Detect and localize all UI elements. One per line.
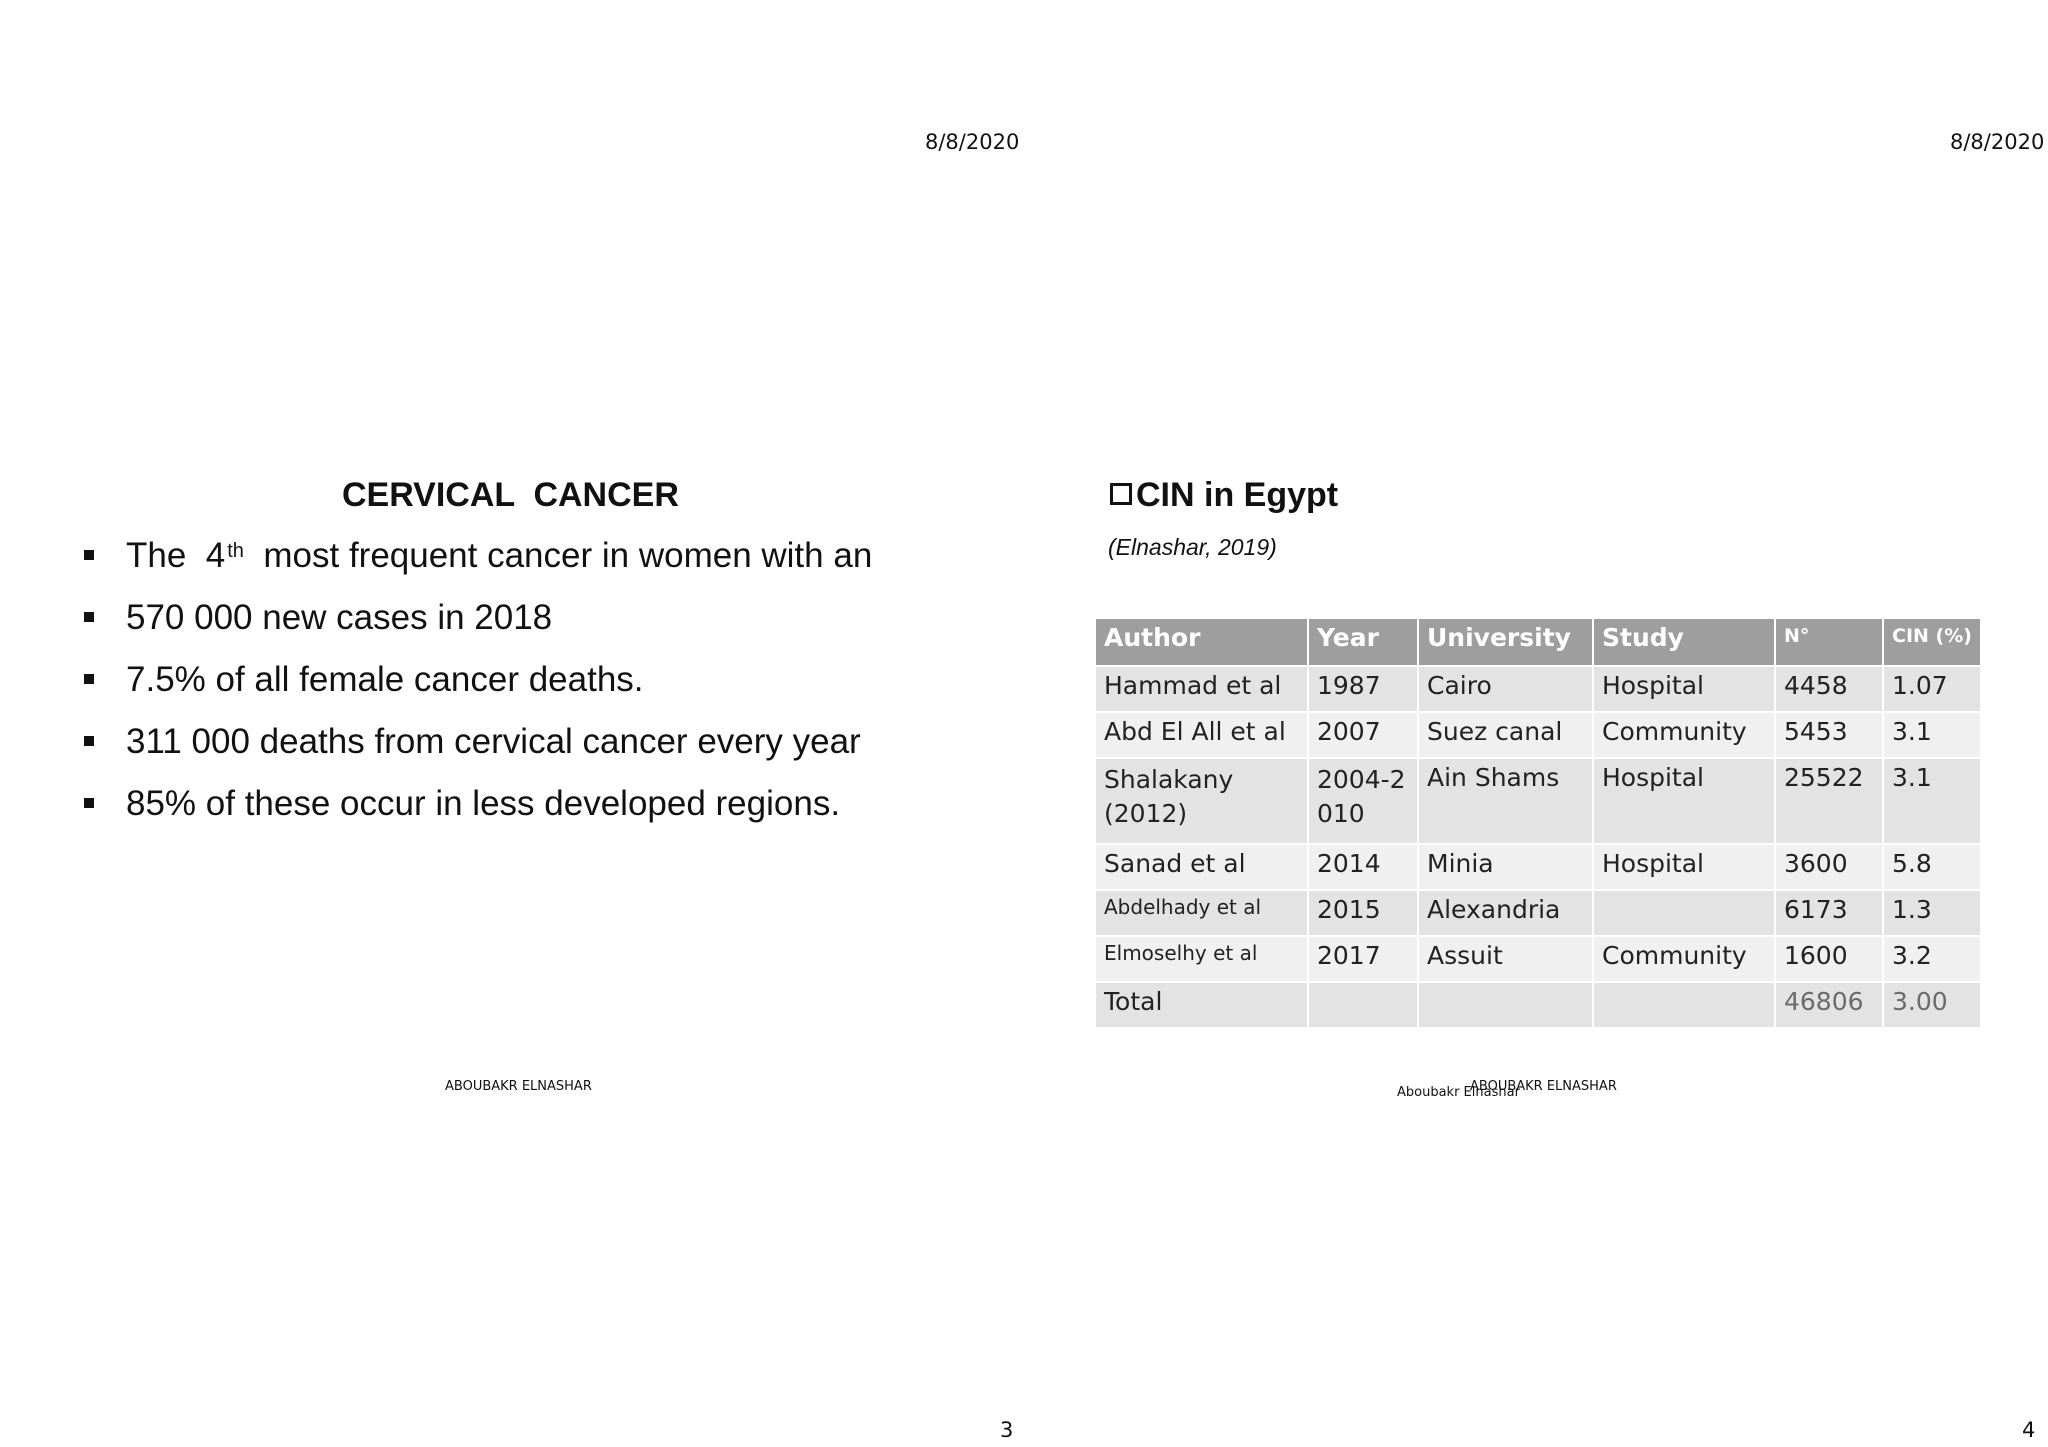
header-university: University bbox=[1418, 618, 1593, 666]
table-cell: 3.1 bbox=[1883, 712, 1981, 758]
slide3-bullet-list bbox=[84, 538, 872, 848]
table-cell: 6173 bbox=[1775, 890, 1883, 936]
table-cell: Alexandria bbox=[1418, 890, 1593, 936]
slide4-title-text: CIN in Egypt bbox=[1136, 476, 1339, 514]
table-row bbox=[1095, 758, 1981, 844]
table-cell: Hospital bbox=[1593, 758, 1775, 844]
table-cell bbox=[1593, 982, 1775, 1028]
table-cell: Hospital bbox=[1593, 844, 1775, 890]
table-cell: 4458 bbox=[1775, 666, 1883, 712]
slide3-footer: ABOUBAKR ELNASHAR bbox=[445, 1079, 592, 1094]
table-cell bbox=[1593, 890, 1775, 936]
table-cell: 5.8 bbox=[1883, 844, 1981, 890]
table-cell: 1.07 bbox=[1883, 666, 1981, 712]
square-bullet-icon bbox=[84, 674, 94, 684]
table-cell: Sanad et al bbox=[1095, 844, 1308, 890]
table-cell bbox=[1418, 982, 1593, 1028]
table-cell: Assuit bbox=[1418, 936, 1593, 982]
bullet-item bbox=[84, 786, 872, 848]
table-row bbox=[1095, 936, 1981, 982]
table-cell: 3.2 bbox=[1883, 936, 1981, 982]
bullet-text: 7.5% of all female cancer deaths. bbox=[126, 660, 644, 699]
bullet-text: 85% of these occur in less developed regions. bbox=[126, 784, 841, 823]
slide3-page-number: 3 bbox=[1000, 1418, 1014, 1442]
table-cell: Abdelhady et al bbox=[1095, 890, 1308, 936]
table-cell: 2007 bbox=[1308, 712, 1418, 758]
slide4-date: 8/8/2020 bbox=[1950, 130, 2045, 154]
bullet-item bbox=[84, 724, 872, 786]
table-cell: 1.3 bbox=[1883, 890, 1981, 936]
table-total-row bbox=[1095, 982, 1981, 1028]
slide4-footer-primary: ABOUBAKR ELNASHAR bbox=[1470, 1079, 1617, 1094]
bullet-item bbox=[84, 538, 872, 600]
bullet-text-pre: The 4 bbox=[126, 536, 226, 575]
table-cell: Minia bbox=[1418, 844, 1593, 890]
table-cell: Shalakany (2012) bbox=[1095, 758, 1308, 844]
table-cell: Ain Shams bbox=[1418, 758, 1593, 844]
square-bullet-icon bbox=[84, 550, 94, 560]
table-cell: 3600 bbox=[1775, 844, 1883, 890]
header-author: Author bbox=[1095, 618, 1308, 666]
table-cell: Abd El All et al bbox=[1095, 712, 1308, 758]
bullet-text: 570 000 new cases in 2018 bbox=[126, 598, 553, 637]
table-cell: Hospital bbox=[1593, 666, 1775, 712]
header-year: Year bbox=[1308, 618, 1418, 666]
slide4-footer-secondary: Aboubakr Elnashar bbox=[1397, 1085, 1520, 1100]
square-bullet-icon bbox=[84, 798, 94, 808]
table-cell: 25522 bbox=[1775, 758, 1883, 844]
table-cell: Cairo bbox=[1418, 666, 1593, 712]
table-cell: 5453 bbox=[1775, 712, 1883, 758]
square-bullet-icon bbox=[84, 736, 94, 746]
cin-table bbox=[1094, 617, 1982, 1029]
checkbox-bullet-icon bbox=[1110, 483, 1132, 505]
table-cell: 3.00 bbox=[1883, 982, 1981, 1028]
table-cell: Elmoselhy et al bbox=[1095, 936, 1308, 982]
slide4-page-number: 4 bbox=[2022, 1418, 2036, 1442]
table-cell: Community bbox=[1593, 936, 1775, 982]
table-cell: 3.1 bbox=[1883, 758, 1981, 844]
bullet-text: 311 000 deaths from cervical cancer every year bbox=[126, 722, 861, 761]
table-cell: 2015 bbox=[1308, 890, 1418, 936]
slide4-title bbox=[1110, 476, 1338, 515]
table-cell: 2014 bbox=[1308, 844, 1418, 890]
table-cell: 2004-2010 bbox=[1308, 758, 1418, 844]
square-bullet-icon bbox=[84, 612, 94, 622]
table-cell: Community bbox=[1593, 712, 1775, 758]
slide3-date: 8/8/2020 bbox=[925, 130, 1020, 154]
table-row bbox=[1095, 666, 1981, 712]
table-row bbox=[1095, 712, 1981, 758]
bullet-item bbox=[84, 662, 872, 724]
table-row bbox=[1095, 844, 1981, 890]
bullet-item bbox=[84, 600, 872, 662]
table-cell: 1987 bbox=[1308, 666, 1418, 712]
bullet-superscript: th bbox=[227, 540, 244, 562]
table-cell: Total bbox=[1095, 982, 1308, 1028]
table-cell: 46806 bbox=[1775, 982, 1883, 1028]
table-cell bbox=[1308, 982, 1418, 1028]
header-study: Study bbox=[1593, 618, 1775, 666]
slide4-citation: (Elnashar, 2019) bbox=[1108, 534, 1277, 560]
table-cell: 1600 bbox=[1775, 936, 1883, 982]
table-cell: 2017 bbox=[1308, 936, 1418, 982]
header-number: N° bbox=[1775, 618, 1883, 666]
table-row bbox=[1095, 890, 1981, 936]
table-cell: Suez canal bbox=[1418, 712, 1593, 758]
table-cell: Hammad et al bbox=[1095, 666, 1308, 712]
table-header-row bbox=[1095, 618, 1981, 666]
header-cin-percent: CIN (%) bbox=[1883, 618, 1981, 666]
bullet-text-post: most frequent cancer in women with an bbox=[243, 536, 873, 575]
slide3-title: CERVICAL CANCER bbox=[342, 476, 679, 514]
